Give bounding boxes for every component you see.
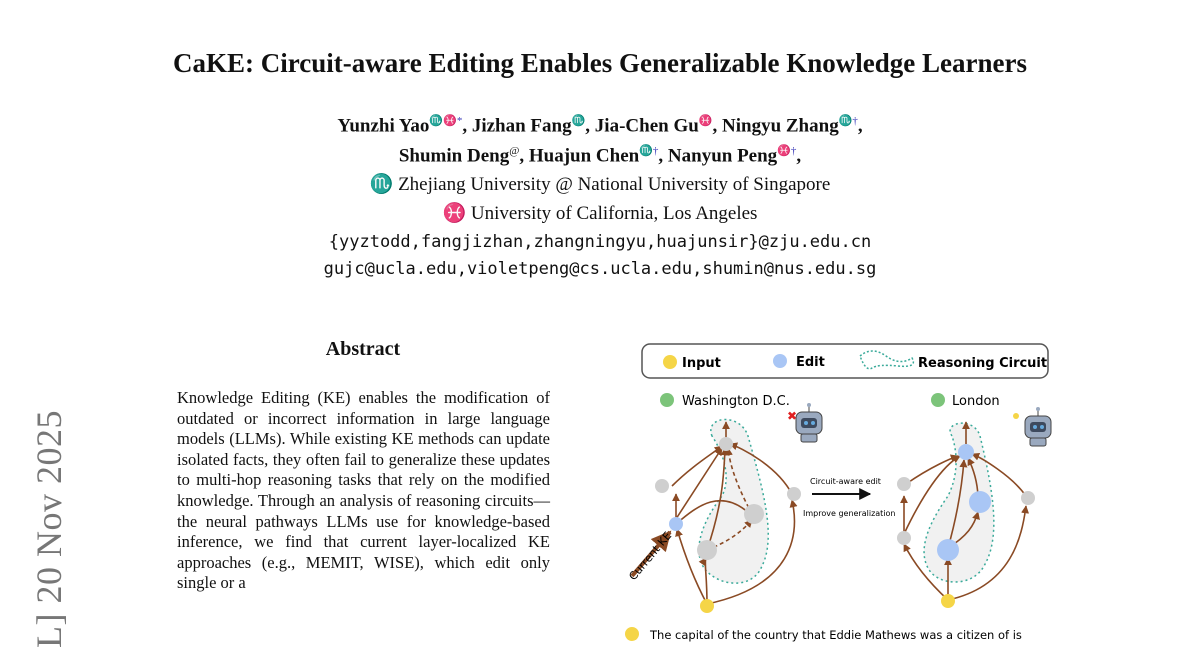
line1-author-name: Jia-Chen Gu: [594, 115, 699, 137]
arrow-top-label: Circuit-aware edit: [810, 477, 881, 486]
line2-author-name: Shumin Deng: [398, 145, 510, 167]
figure-reasoning-circuit: [612, 336, 1062, 648]
right-output-dot: [931, 393, 945, 407]
right-node-top-edited: [958, 444, 974, 460]
arxiv-side-stamp: L] 20 Nov 2025: [29, 410, 69, 648]
line1-author-affiliation-mark: ♏: [571, 115, 586, 127]
line2-author-affiliation-mark: ♏†: [639, 145, 659, 157]
left-node-c: [744, 504, 764, 524]
left-output-label: Washington D.C.: [682, 394, 790, 409]
left-input-node: [700, 599, 714, 613]
right-node-b: [1021, 491, 1035, 505]
line1-author-name: Jizhan Fang: [471, 115, 572, 137]
figure-caption-query: The capital of the country that Eddie Mathews was a citizen of is: [650, 628, 1022, 642]
line1-author-name: Yunzhi Yao: [337, 115, 430, 137]
line1-author-name: Ningyu Zhang: [722, 115, 839, 137]
right-output-label: London: [952, 394, 1000, 409]
line2-author-affiliation-mark: @: [509, 145, 520, 157]
right-node-d: [897, 531, 911, 545]
right-circuit-panel: [897, 393, 1051, 608]
authors-line-1: Yunzhi Yao♏♓*, Jizhan Fang♏, Jia-Chen Gu♓, Ningyu Zhang♏†,: [337, 115, 863, 137]
line1-author-affiliation-mark: ♏†: [838, 115, 858, 127]
legend-edit-label: Edit: [796, 355, 825, 370]
affiliation-line-2: ♓ University of California, Los Angeles: [442, 203, 758, 224]
robot-wrong-icon: [787, 403, 822, 442]
right-node-a: [897, 477, 911, 491]
paper-title: CaKE: Circuit-aware Editing Enables Generalizable Knowledge Learners: [173, 48, 1027, 78]
robot-correct-icon: [1013, 407, 1051, 446]
circuit-aware-arrow: [803, 477, 896, 518]
abstract-text: Knowledge Editing (KE) enables the modification of outdated or incorrect information in large language models (LLMs). While existing KE methods can update isolated facts, they often fail to generalize these updates to multi-hop reasoning tasks that rely on the modified knowledge. Through an analysis of reasoning circuits—the neural pathways LLMs use for knowledge-based inference, we find that current layer-localized KE approaches (e.g., MEMIT, WISE), which edit only single or a: [177, 388, 550, 593]
left-output-dot: [660, 393, 674, 407]
line2-author-name: Huajun Chen: [528, 145, 640, 167]
left-circuit-panel: [626, 393, 822, 613]
left-node-b: [787, 487, 801, 501]
left-node-edited: [669, 517, 683, 531]
right-node-edited-e: [937, 539, 959, 561]
arrow-bottom-label: Improve generalization: [803, 509, 896, 518]
legend-input-label: Input: [682, 356, 721, 371]
authors-line-2: Shumin Deng@, Huajun Chen♏†, Nanyun Peng♓†,: [398, 145, 802, 167]
email-line-1: {yyztodd,fangjizhan,zhangningyu,huajunsir}@zju.edu.cn: [328, 232, 872, 252]
left-node-top: [719, 437, 733, 451]
left-node-d: [697, 540, 717, 560]
caption-input-dot: [625, 627, 639, 641]
current-ke-label: Current KE: [626, 529, 675, 583]
abstract-heading: Abstract: [325, 338, 401, 360]
legend-input-dot: [663, 355, 677, 369]
right-input-node: [941, 594, 955, 608]
left-node-a: [655, 479, 669, 493]
figure-legend: [642, 344, 1048, 378]
email-line-2: gujc@ucla.edu,violetpeng@cs.ucla.edu,shumin@nus.edu.sg: [323, 259, 877, 279]
affiliation-line-1: ♏ Zhejiang University @ National University of Singapore: [369, 174, 831, 195]
svg-text:✖: ✖: [787, 409, 798, 423]
line1-author-affiliation-mark: ♏♓*: [429, 115, 463, 127]
line1-author-affiliation-mark: ♓: [698, 115, 713, 127]
legend-edit-dot: [773, 354, 787, 368]
line2-author-name: Nanyun Peng: [667, 145, 778, 167]
right-node-edited-c: [969, 491, 991, 513]
legend-circuit-label: Reasoning Circuit: [918, 356, 1048, 371]
line2-author-affiliation-mark: ♓†: [777, 145, 797, 157]
